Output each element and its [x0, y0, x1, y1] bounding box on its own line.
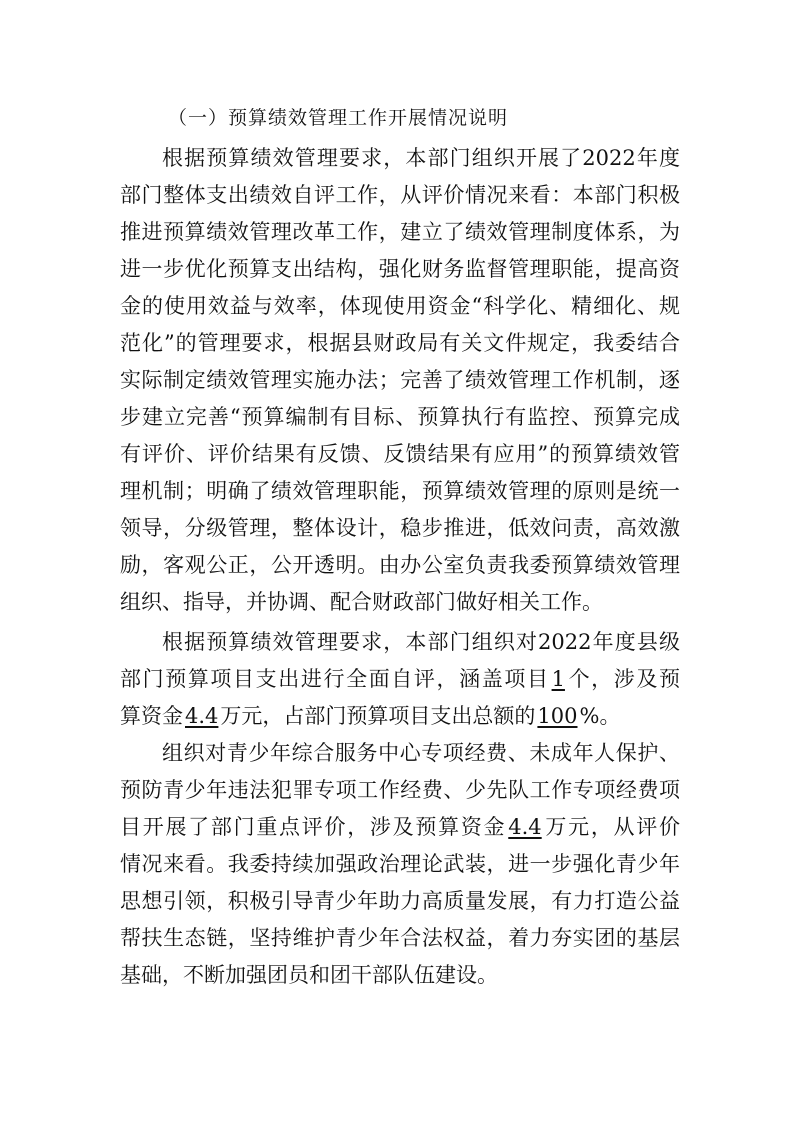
project-count-value: 1	[551, 667, 565, 691]
budget-amount-value: 4.4	[185, 704, 219, 728]
paragraph-line: 理机制；明确了绩效管理职能，预算绩效管理的原则是统一	[120, 479, 680, 503]
budget-amount-value: 4.4	[508, 815, 542, 839]
paragraph-line: 组织、指导，并协调、配合财政部门做好相关工作。	[120, 590, 603, 614]
paragraph-line: 步建立完善“预算编制有目标、预算执行有监控、预算完成	[120, 405, 680, 429]
paragraph-line: 组织对青少年综合服务中心专项经费、未成年人保护、	[162, 741, 680, 765]
percentage-value: 100	[537, 704, 578, 728]
paragraph-line	[120, 698, 680, 735]
text-segment: 目开展了部门重点评价，涉及预算资金	[120, 815, 507, 839]
paragraph-line: 励，客观公正，公开透明。由办公室负责我委预算绩效管理	[120, 553, 680, 577]
text-segment: 万元，占部门预算项目支出总额的	[220, 704, 536, 728]
text-segment: 算资金	[120, 704, 183, 728]
text-segment: %。	[579, 704, 621, 728]
paragraph-line: 基础，不断加强团员和团干部队伍建设。	[120, 963, 498, 987]
paragraph-line: 进一步优化预算支出结构，强化财务监督管理职能，提高资	[120, 257, 680, 281]
paragraph-line: 范化”的管理要求，根据县财政局有关文件规定，我委结合	[120, 331, 680, 355]
paragraph-line: 情况来看。我委持续加强政治理论武装，进一步强化青少年	[120, 852, 680, 876]
paragraph-line: 实际制定绩效管理实施办法；完善了绩效管理工作机制，逐	[120, 368, 680, 392]
paragraph-self-evaluation	[120, 624, 680, 735]
section-heading: （一）预算绩效管理工作开展情况说明	[168, 107, 509, 129]
paragraph-line: 根据预算绩效管理要求，本部门组织对2022年度县级	[162, 630, 680, 654]
paragraph-line	[120, 661, 680, 698]
text-segment: 部门预算项目支出进行全面自评，涵盖项目	[120, 667, 550, 691]
paragraph-line: 部门整体支出绩效自评工作，从评价情况来看：本部门积极	[120, 183, 680, 207]
paragraph-line: 推进预算绩效管理改革工作，建立了绩效管理制度体系，为	[120, 220, 680, 244]
paragraph-line	[120, 809, 680, 846]
paragraph-line: 思想引领，积极引导青少年助力高质量发展，有力打造公益	[120, 889, 680, 913]
paragraph-key-evaluation	[120, 735, 680, 994]
paragraph-line: 根据预算绩效管理要求，本部门组织开展了2022年度	[162, 146, 680, 170]
paragraph-line: 预防青少年违法犯罪专项工作经费、少先队工作专项经费项	[120, 778, 680, 802]
text-segment: 个，涉及预	[566, 667, 680, 691]
paragraph-line: 金的使用效益与效率，体现使用资金“科学化、精细化、规	[120, 294, 680, 318]
text-segment: 万元，从评价	[543, 815, 680, 839]
paragraph-line: 有评价、评价结果有反馈、反馈结果有应用”的预算绩效管	[120, 442, 680, 466]
paragraph-line: 帮扶生态链，坚持维护青少年合法权益，着力夯实团的基层	[120, 926, 680, 950]
paragraph-line: 领导，分级管理，整体设计，稳步推进，低效问责，高效激	[120, 516, 680, 540]
paragraph-performance-management	[120, 140, 680, 621]
